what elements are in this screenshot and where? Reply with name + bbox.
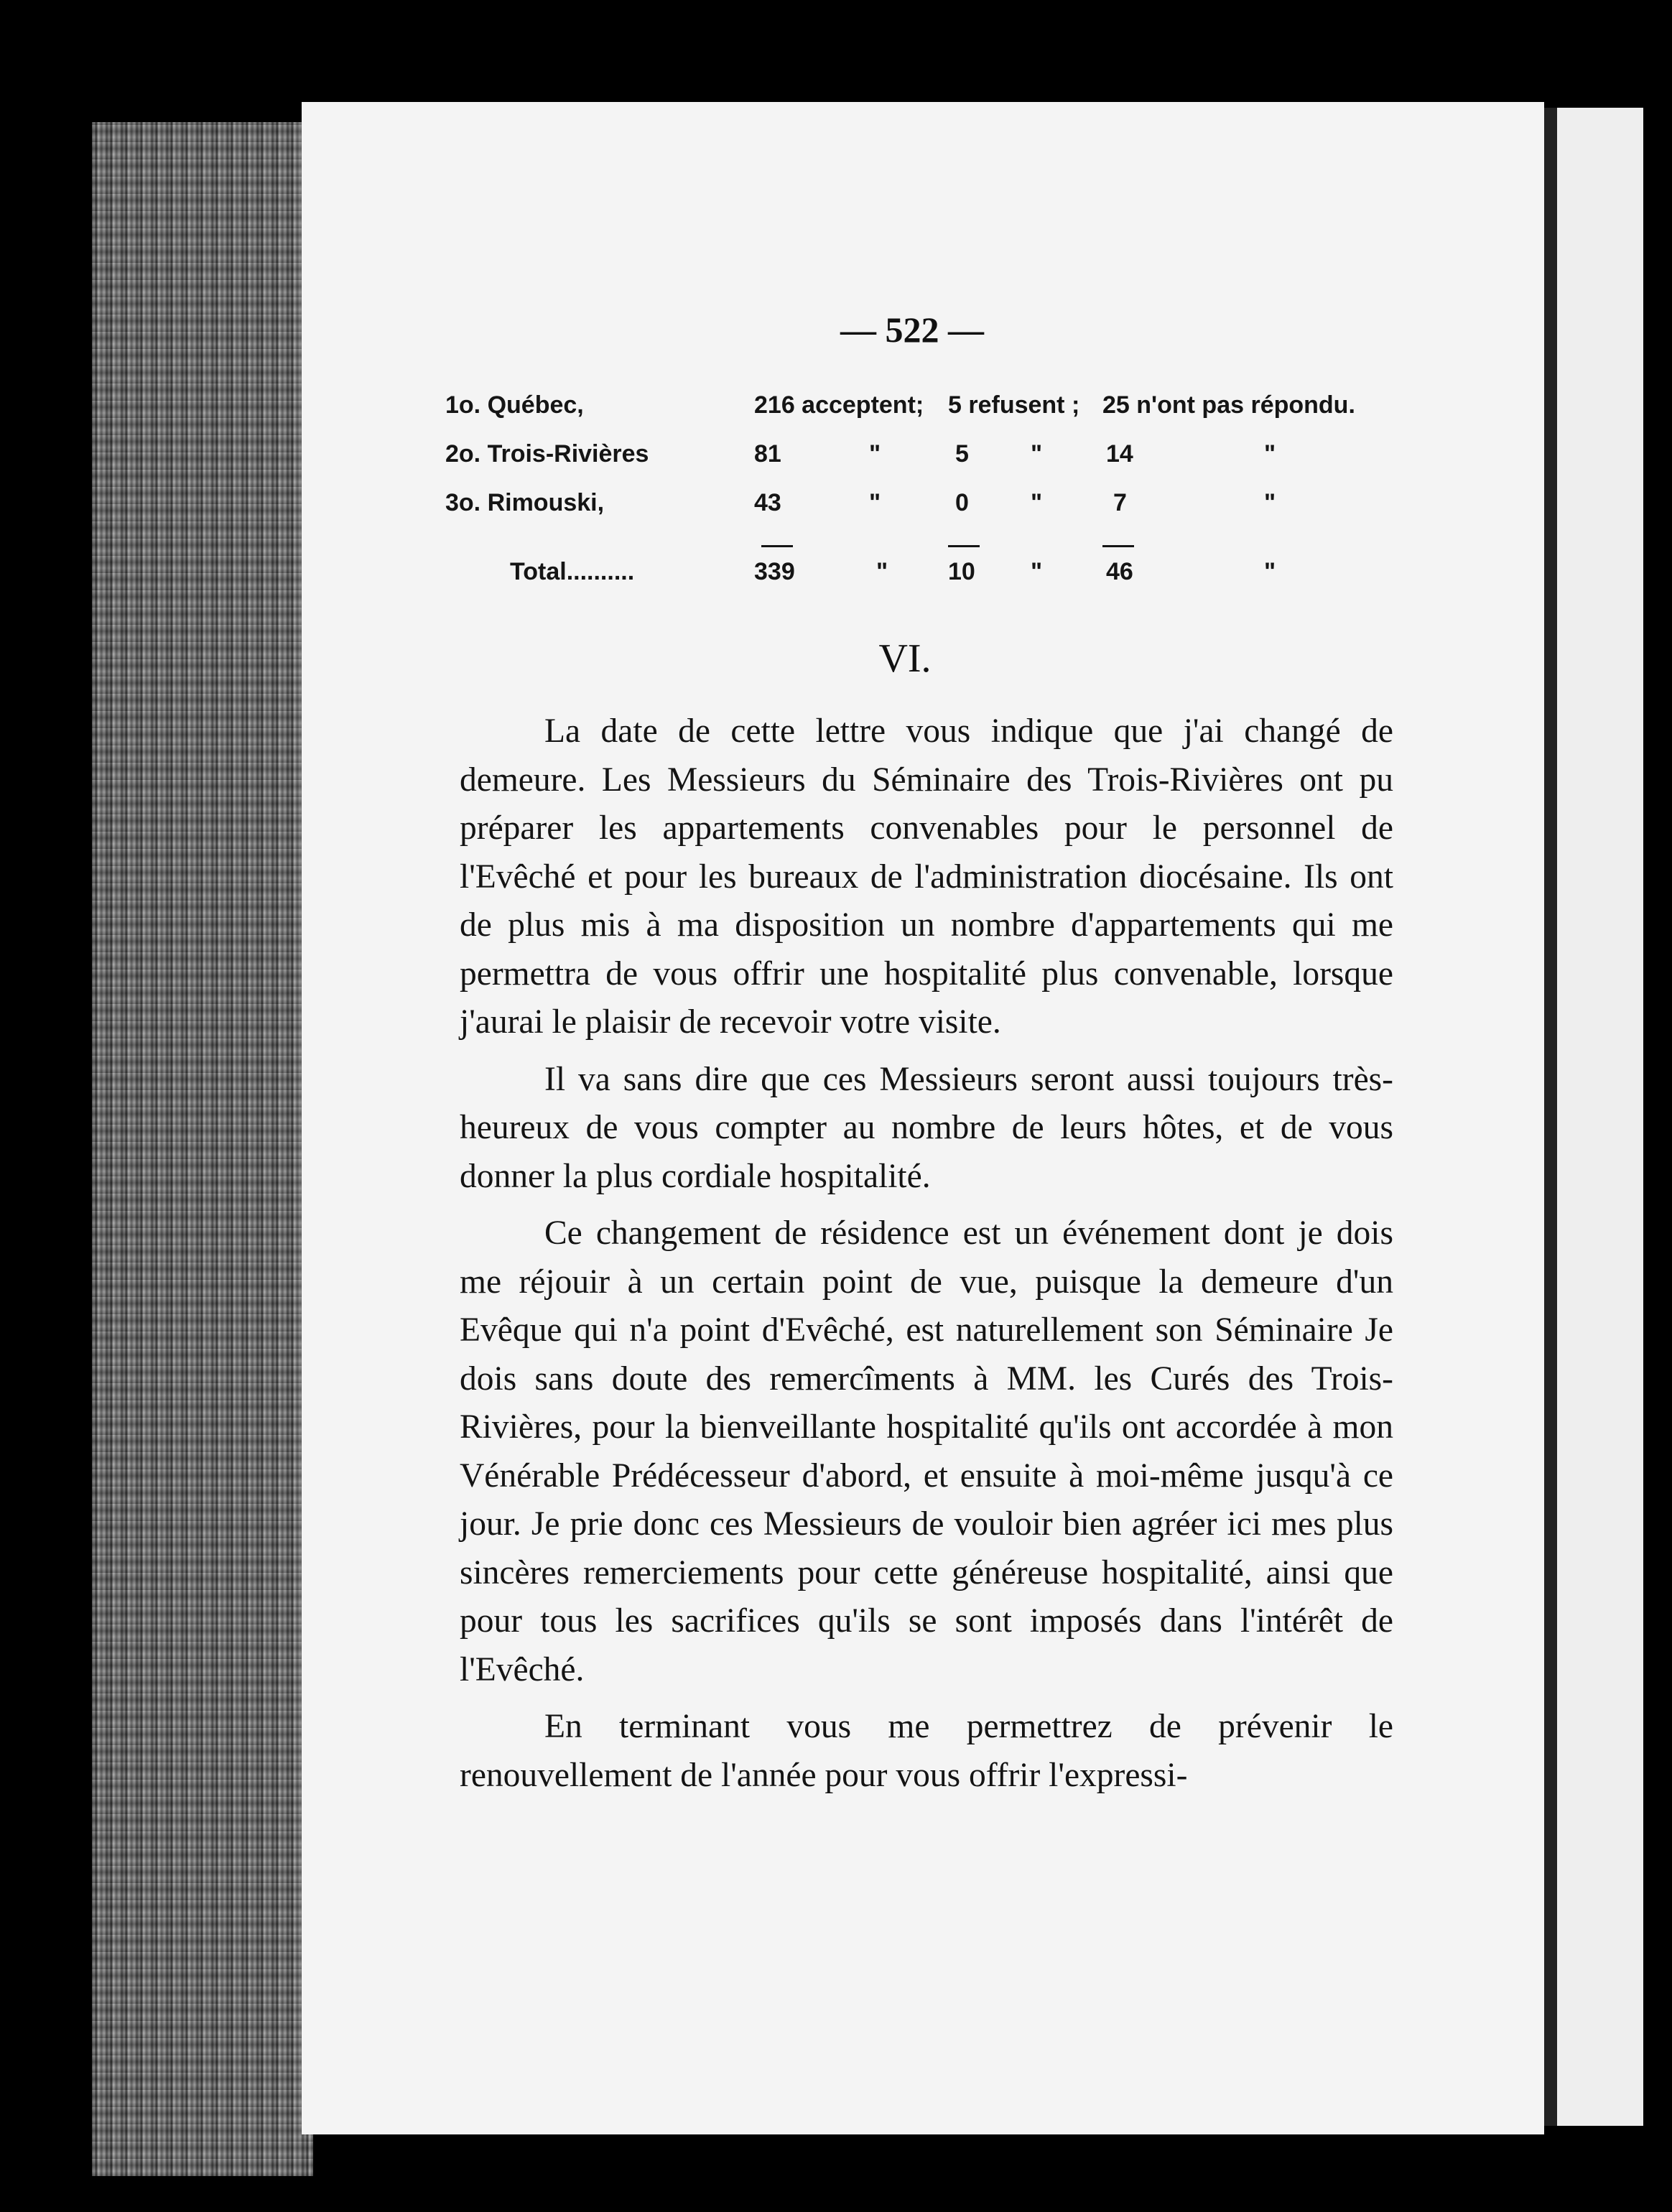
ditto-mark: " — [1031, 558, 1043, 585]
row-name: 3o. Rimouski, — [445, 489, 605, 516]
sum-rules — [445, 538, 1393, 558]
body-text — [460, 707, 1393, 1800]
ditto-mark: " — [1031, 440, 1043, 468]
sum-rule — [948, 545, 980, 547]
ditto-mark: " — [869, 489, 881, 516]
ditto-mark: " — [1264, 489, 1276, 516]
ditto-mark: " — [869, 440, 881, 468]
row-name: 1o. Québec, — [445, 391, 584, 419]
section-heading: VI. — [878, 636, 932, 681]
noreply-total: 46 — [1106, 558, 1133, 585]
sum-rule — [1102, 545, 1134, 547]
refuse-total: 10 — [948, 558, 975, 585]
spine-texture — [92, 122, 313, 2176]
accept-count: 43 — [754, 489, 781, 516]
paragraph: Ce changement de résidence est un événement dont je dois me réjouir à un certain point de vue, puisque la demeure d'un Evêque qui n'a point d'Evêché, est naturellement son Séminaire Je dois sans doute des remercîments à MM. les Curés des Trois-Rivières, pour la bienveillante hospitalité qu'ils ont accordée à mon Vénérable Prédécesseur d'abord, et ensuite à moi-même jusqu'à ce jour. Je prie donc ces Messieurs de vouloir bien agréer ici mes plus sincères remerciements pour cette généreuse hospitalité, ainsi que pour tous les sacrifices qu'ils se sont imposés dans l'intérêt de l'Evêché. — [460, 1214, 1393, 1688]
accept-total: 339 — [754, 558, 795, 585]
ditto-mark: " — [876, 558, 888, 585]
paragraph: Il va sans dire que ces Messieurs seront aussi toujours très-heureux de vous compter au nombre de leurs hôtes, et de vous donner la plus cordiale hospitalité. — [460, 1060, 1393, 1195]
row-name: 2o. Trois-Rivières — [445, 440, 649, 468]
table-total-row — [445, 558, 1393, 607]
results-table — [445, 391, 1393, 607]
paragraph: La date de cette lettre vous indique que j'ai changé de demeure. Les Messieurs du Séminaire des Trois-Rivières ont pu préparer les appartements convenables pour le personnel de l'Evêché et pour les bureaux de l'administration diocésaine. Ils ont de plus mis à ma disposition un nombre d'appartements qui me permettra de vous offrir une hospitalité plus convenable, lorsque j'aurai le plaisir de recevoir votre visite. — [460, 712, 1393, 1041]
noreply-count: 7 — [1113, 489, 1127, 516]
table-row — [445, 440, 1393, 489]
noreply-count: 25 n'ont pas répondu. — [1102, 391, 1355, 419]
refuse-count: 5 — [955, 440, 969, 468]
accept-count: 216 acceptent; — [754, 391, 924, 419]
refuse-count: 0 — [955, 489, 969, 516]
sum-rule — [761, 545, 793, 547]
table-row — [445, 391, 1393, 440]
paragraph: En terminant vous me permettrez de prévenir le renouvellement de l'année pour vous offrir l'expressi- — [460, 1708, 1393, 1794]
refuse-count: 5 refusent ; — [948, 391, 1080, 419]
ditto-mark: " — [1264, 558, 1276, 585]
page-gutter — [1544, 108, 1557, 2126]
page-number: — 522 — — [840, 310, 984, 350]
total-label: Total.......... — [510, 558, 635, 585]
noreply-count: 14 — [1106, 440, 1133, 468]
accept-count: 81 — [754, 440, 781, 468]
facing-page-edge — [1557, 108, 1643, 2126]
ditto-mark: " — [1031, 489, 1043, 516]
table-row — [445, 489, 1393, 538]
ditto-mark: " — [1264, 440, 1276, 468]
